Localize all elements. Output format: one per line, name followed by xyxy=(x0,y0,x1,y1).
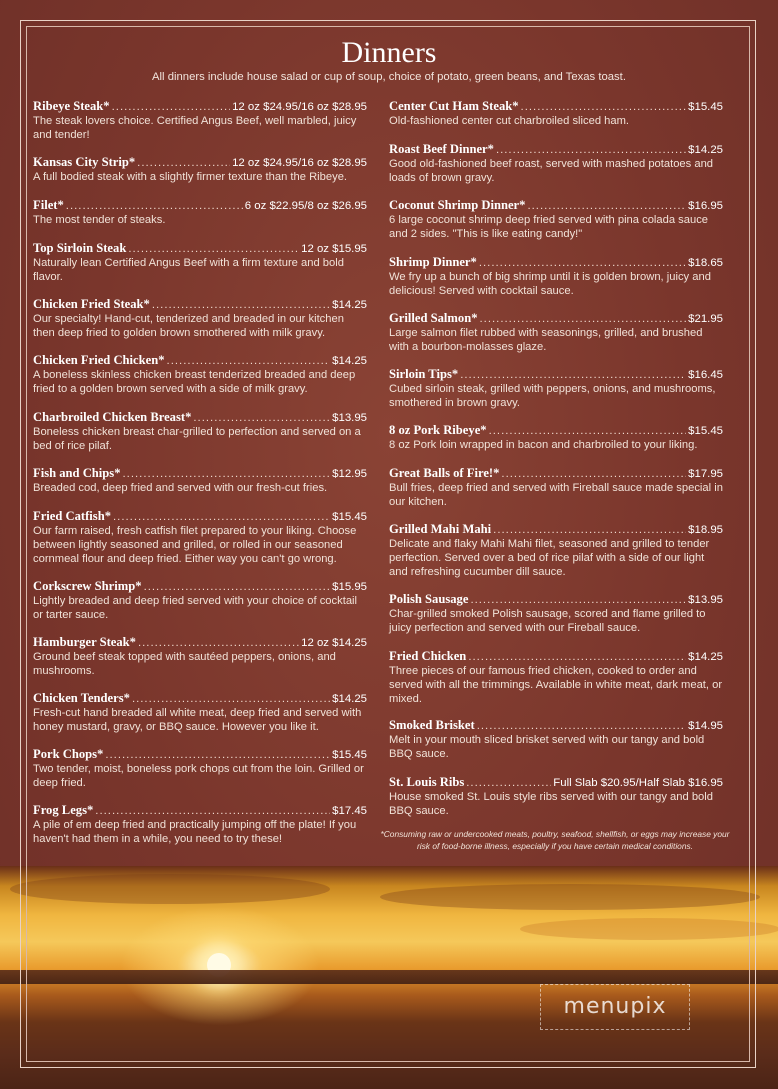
menu-item xyxy=(389,775,723,818)
menu-item-price: $13.95 xyxy=(688,594,723,606)
menu-item-name: Top Sirloin Steak xyxy=(33,241,127,255)
menu-item-price: $14.25 xyxy=(688,144,723,156)
menu-item xyxy=(389,367,723,410)
menu-item-header xyxy=(33,509,367,524)
page-subtitle: All dinners include house salad or cup of soup, choice of potato, green beans, and Texas toast. xyxy=(152,71,626,83)
menu-item-header xyxy=(389,198,723,213)
dot-leader xyxy=(468,650,686,664)
menu-item xyxy=(389,423,723,452)
dot-leader xyxy=(501,467,686,481)
dot-leader xyxy=(66,199,243,213)
menu-item xyxy=(389,522,723,579)
menu-item-name: Great Balls of Fire!* xyxy=(389,466,500,480)
menu-item xyxy=(33,353,367,396)
menu-item-description: Boneless chicken breast char-grilled to perfection and served on a bed of rice pilaf. xyxy=(33,426,361,452)
menu-item-price: $18.65 xyxy=(688,257,723,269)
menu-item-name: Grilled Mahi Mahi xyxy=(389,522,492,536)
menu-item xyxy=(33,410,367,453)
menu-item-name: 8 oz Pork Ribeye* xyxy=(389,423,487,437)
dot-leader xyxy=(493,523,686,537)
dot-leader xyxy=(137,156,230,170)
dot-leader xyxy=(470,593,686,607)
health-footnote: *Consuming raw or undercooked meats, poultry, seafood, shellfish, or eggs may increase your risk of food-borne illness, especially if you have certain medical conditions. xyxy=(380,829,730,851)
menu-item-header xyxy=(389,99,723,114)
dot-leader xyxy=(477,719,686,733)
menu-item-price: $15.95 xyxy=(332,581,367,593)
dot-leader xyxy=(138,636,299,650)
menu-item xyxy=(389,592,723,635)
menu-item-price: $15.45 xyxy=(688,425,723,437)
menu-item-name: Filet* xyxy=(33,198,64,212)
menu-item-price: 12 oz $14.25 xyxy=(301,637,367,649)
menu-item-price: $21.95 xyxy=(688,313,723,325)
menu-item-header xyxy=(33,466,367,481)
menu-item-header xyxy=(33,297,367,312)
menu-item-name: Fried Chicken xyxy=(389,649,467,663)
menu-item-header xyxy=(33,353,367,368)
menu-item-price: $14.25 xyxy=(688,651,723,663)
dot-leader xyxy=(112,100,230,114)
menu-item-price: $15.45 xyxy=(332,511,367,523)
menu-item-name: Frog Legs* xyxy=(33,803,94,817)
menu-item-price: $15.45 xyxy=(688,101,723,113)
dot-leader xyxy=(193,411,330,425)
dot-leader xyxy=(113,510,330,524)
menu-item-price: 12 oz $15.95 xyxy=(301,243,367,255)
menu-item-header xyxy=(389,775,723,790)
menu-item-price: $14.25 xyxy=(332,355,367,367)
menu-item-description: Our farm raised, fresh catfish filet prepared to your liking. Choose between lightly seasoned and grilled, or rolled in our seasoned cornmeal flour and deep fried. Either way you can't go wrong. xyxy=(33,525,357,565)
menu-item-description: Lightly breaded and deep fried served with your choice of cocktail or tarter sauce. xyxy=(33,595,358,621)
menu-item-price: $17.95 xyxy=(688,468,723,480)
dot-leader xyxy=(479,256,686,270)
menu-item xyxy=(389,311,723,354)
menu-item-name: Center Cut Ham Steak* xyxy=(389,99,519,113)
menu-item-header xyxy=(389,255,723,270)
menu-item xyxy=(33,509,367,566)
menu-item-description: Breaded cod, deep fried and served with our fresh-cut fries. xyxy=(33,482,328,494)
menu-item-description: A pile of em deep fried and practically jumping off the plate! If you haven't had them in a while, you need to try these! xyxy=(33,819,357,845)
menu-item-name: Sirloin Tips* xyxy=(389,367,459,381)
dot-leader xyxy=(489,424,687,438)
menu-item-price: 6 oz $22.95/8 oz $26.95 xyxy=(244,200,367,212)
menupix-watermark: menupix xyxy=(540,984,690,1030)
menu-item-header xyxy=(33,410,367,425)
menu-item-price: $14.25 xyxy=(332,693,367,705)
menu-item-description: 8 oz Pork loin wrapped in bacon and charbroiled to your liking. xyxy=(389,439,698,451)
menu-item xyxy=(389,198,723,241)
menu-item-description: A full bodied steak with a slightly firmer texture than the Ribeye. xyxy=(33,171,348,183)
menu-item-header xyxy=(33,198,367,213)
menu-item-header xyxy=(33,635,367,650)
menu-item-description: Cubed sirloin steak, grilled with peppers, onions, and mushrooms, smothered in brown gravy. xyxy=(389,383,716,409)
menu-item-header xyxy=(389,718,723,733)
menu-item xyxy=(389,99,723,128)
menu-item-description: Char-grilled smoked Polish sausage, scored and flame grilled to juicy perfection and served with our Fireball sauce. xyxy=(389,608,706,634)
menu-item-header xyxy=(33,691,367,706)
menu-item-price: $14.95 xyxy=(688,720,723,732)
menu-item-description: Two tender, moist, boneless pork chops cut from the loin. Grilled or deep fried. xyxy=(33,763,364,789)
menu-item-header xyxy=(389,466,723,481)
menu-item-description: House smoked St. Louis style ribs served with our tangy and bold BBQ sauce. xyxy=(389,791,713,817)
menu-item-header xyxy=(389,142,723,157)
menu-item-header xyxy=(33,747,367,762)
menu-item-price: 12 oz $24.95/16 oz $28.95 xyxy=(232,157,367,169)
menu-item-price: $17.45 xyxy=(332,805,367,817)
dot-leader xyxy=(521,100,687,114)
menu-item xyxy=(389,718,723,761)
menu-item-description: The steak lovers choice. Certified Angus Beef, well marbled, juicy and tender! xyxy=(33,115,357,141)
menu-item xyxy=(389,142,723,185)
menu-item xyxy=(33,803,367,846)
dot-leader xyxy=(167,354,331,368)
dot-leader xyxy=(128,242,299,256)
menu-item-description: 6 large coconut shrimp deep fried served with pina colada sauce and 2 sides. "This is like eating candy!" xyxy=(389,214,709,240)
menu-item-name: Fried Catfish* xyxy=(33,509,112,523)
menu-item-description: Delicate and flaky Mahi Mahi filet, seasoned and grilled to tender perfection. Served over a bed of rice pilaf with a side of our light and refreshing cucumber dill sauce. xyxy=(389,538,710,578)
menu-item-header xyxy=(33,99,367,114)
menu-item-name: Charbroiled Chicken Breast* xyxy=(33,410,192,424)
menu-item xyxy=(33,297,367,340)
menu-item xyxy=(33,635,367,678)
menu-item-price: Full Slab $20.95/Half Slab $16.95 xyxy=(553,777,723,789)
menu-item xyxy=(389,649,723,706)
menu-item-name: Hamburger Steak* xyxy=(33,635,136,649)
dot-leader xyxy=(480,312,687,326)
menu-item-price: $12.95 xyxy=(332,468,367,480)
menu-item-name: Pork Chops* xyxy=(33,747,104,761)
menu-item-name: Corkscrew Shrimp* xyxy=(33,579,142,593)
menu-item-name: Roast Beef Dinner* xyxy=(389,142,494,156)
menu-item-header xyxy=(389,367,723,382)
menu-item-description: Large salmon filet rubbed with seasonings, grilled, and brushed with a bourbon-molasses glaze. xyxy=(389,327,703,353)
menu-item-header xyxy=(33,803,367,818)
dot-leader xyxy=(496,143,686,157)
menu-item-description: Our specialty! Hand-cut, tenderized and breaded in our kitchen then deep fried to golden brown smothered with milk gravy. xyxy=(33,313,344,339)
dot-leader xyxy=(132,692,330,706)
menu-item xyxy=(33,747,367,790)
menu-item-description: Three pieces of our famous fried chicken, cooked to order and served with all the trimmings. Available in white meat, dark meat, or mixed. xyxy=(389,665,723,705)
menu-item xyxy=(33,155,367,184)
menu-item-header xyxy=(389,311,723,326)
menu-item xyxy=(389,466,723,509)
menu-item-name: Kansas City Strip* xyxy=(33,155,136,169)
menu-item-name: Ribeye Steak* xyxy=(33,99,110,113)
menu-item xyxy=(33,466,367,495)
menu-item-price: 12 oz $24.95/16 oz $28.95 xyxy=(232,101,367,113)
menu-item-name: Polish Sausage xyxy=(389,592,469,606)
menu-item-price: $16.95 xyxy=(688,200,723,212)
menu-item xyxy=(389,255,723,298)
menu-item-description: The most tender of steaks. xyxy=(33,214,166,226)
menu-item-name: Smoked Brisket xyxy=(389,718,475,732)
menu-item-price: $16.45 xyxy=(688,369,723,381)
menu-item-name: Chicken Fried Chicken* xyxy=(33,353,165,367)
menu-item xyxy=(33,691,367,734)
menu-item-description: Good old-fashioned beef roast, served with mashed potatoes and loads of brown gravy. xyxy=(389,158,714,184)
menu-item-description: Melt in your mouth sliced brisket served with our tangy and bold BBQ sauce. xyxy=(389,734,705,760)
menu-item-header xyxy=(33,155,367,170)
dot-leader xyxy=(144,580,331,594)
menu-item-name: Grilled Salmon* xyxy=(389,311,478,325)
menu-item xyxy=(33,198,367,227)
sunset-photo xyxy=(0,866,778,1089)
menu-item xyxy=(33,579,367,622)
menu-item-header xyxy=(389,522,723,537)
menu-item-description: Old-fashioned center cut charbroiled sliced ham. xyxy=(389,115,630,127)
menu-item-description: Fresh-cut hand breaded all white meat, deep fried and served with honey mustard, gravy, or BBQ sauce. However you like it. xyxy=(33,707,362,733)
menu-item-header xyxy=(33,241,367,256)
dot-leader xyxy=(95,804,330,818)
dot-leader xyxy=(460,368,686,382)
dot-leader xyxy=(152,298,330,312)
menu-item-price: $14.25 xyxy=(332,299,367,311)
menu-item-header xyxy=(389,649,723,664)
page-title: Dinners xyxy=(341,36,437,69)
menu-item-name: Fish and Chips* xyxy=(33,466,121,480)
menu-item-price: $13.95 xyxy=(332,412,367,424)
menu-item-name: St. Louis Ribs xyxy=(389,775,465,789)
menu-item-header xyxy=(389,592,723,607)
menu-item xyxy=(33,99,367,142)
menu-item-name: Chicken Tenders* xyxy=(33,691,130,705)
dot-leader xyxy=(527,199,686,213)
menu-item-description: Bull fries, deep fried and served with Fireball sauce made special in our kitchen. xyxy=(389,482,723,508)
menu-item-description: Naturally lean Certified Angus Beef with a firm texture and bold flavor. xyxy=(33,257,344,283)
menu-item-description: A boneless skinless chicken breast tenderized breaded and deep fried to a golden brown served with a side of milk gravy. xyxy=(33,369,356,395)
dot-leader xyxy=(466,776,551,790)
menu-item-name: Shrimp Dinner* xyxy=(389,255,477,269)
menu-item-name: Chicken Fried Steak* xyxy=(33,297,150,311)
menu-item-price: $15.45 xyxy=(332,749,367,761)
dot-leader xyxy=(105,748,330,762)
menu-item-price: $18.95 xyxy=(688,524,723,536)
menu-item-description: Ground beef steak topped with sautéed peppers, onions, and mushrooms. xyxy=(33,651,336,677)
menu-item-header xyxy=(33,579,367,594)
dot-leader xyxy=(123,467,331,481)
menu-item xyxy=(33,241,367,284)
menu-item-description: We fry up a bunch of big shrimp until it is golden brown, juicy and delicious! Served with cocktail sauce. xyxy=(389,271,711,297)
menu-item-name: Coconut Shrimp Dinner* xyxy=(389,198,526,212)
menu-item-header xyxy=(389,423,723,438)
